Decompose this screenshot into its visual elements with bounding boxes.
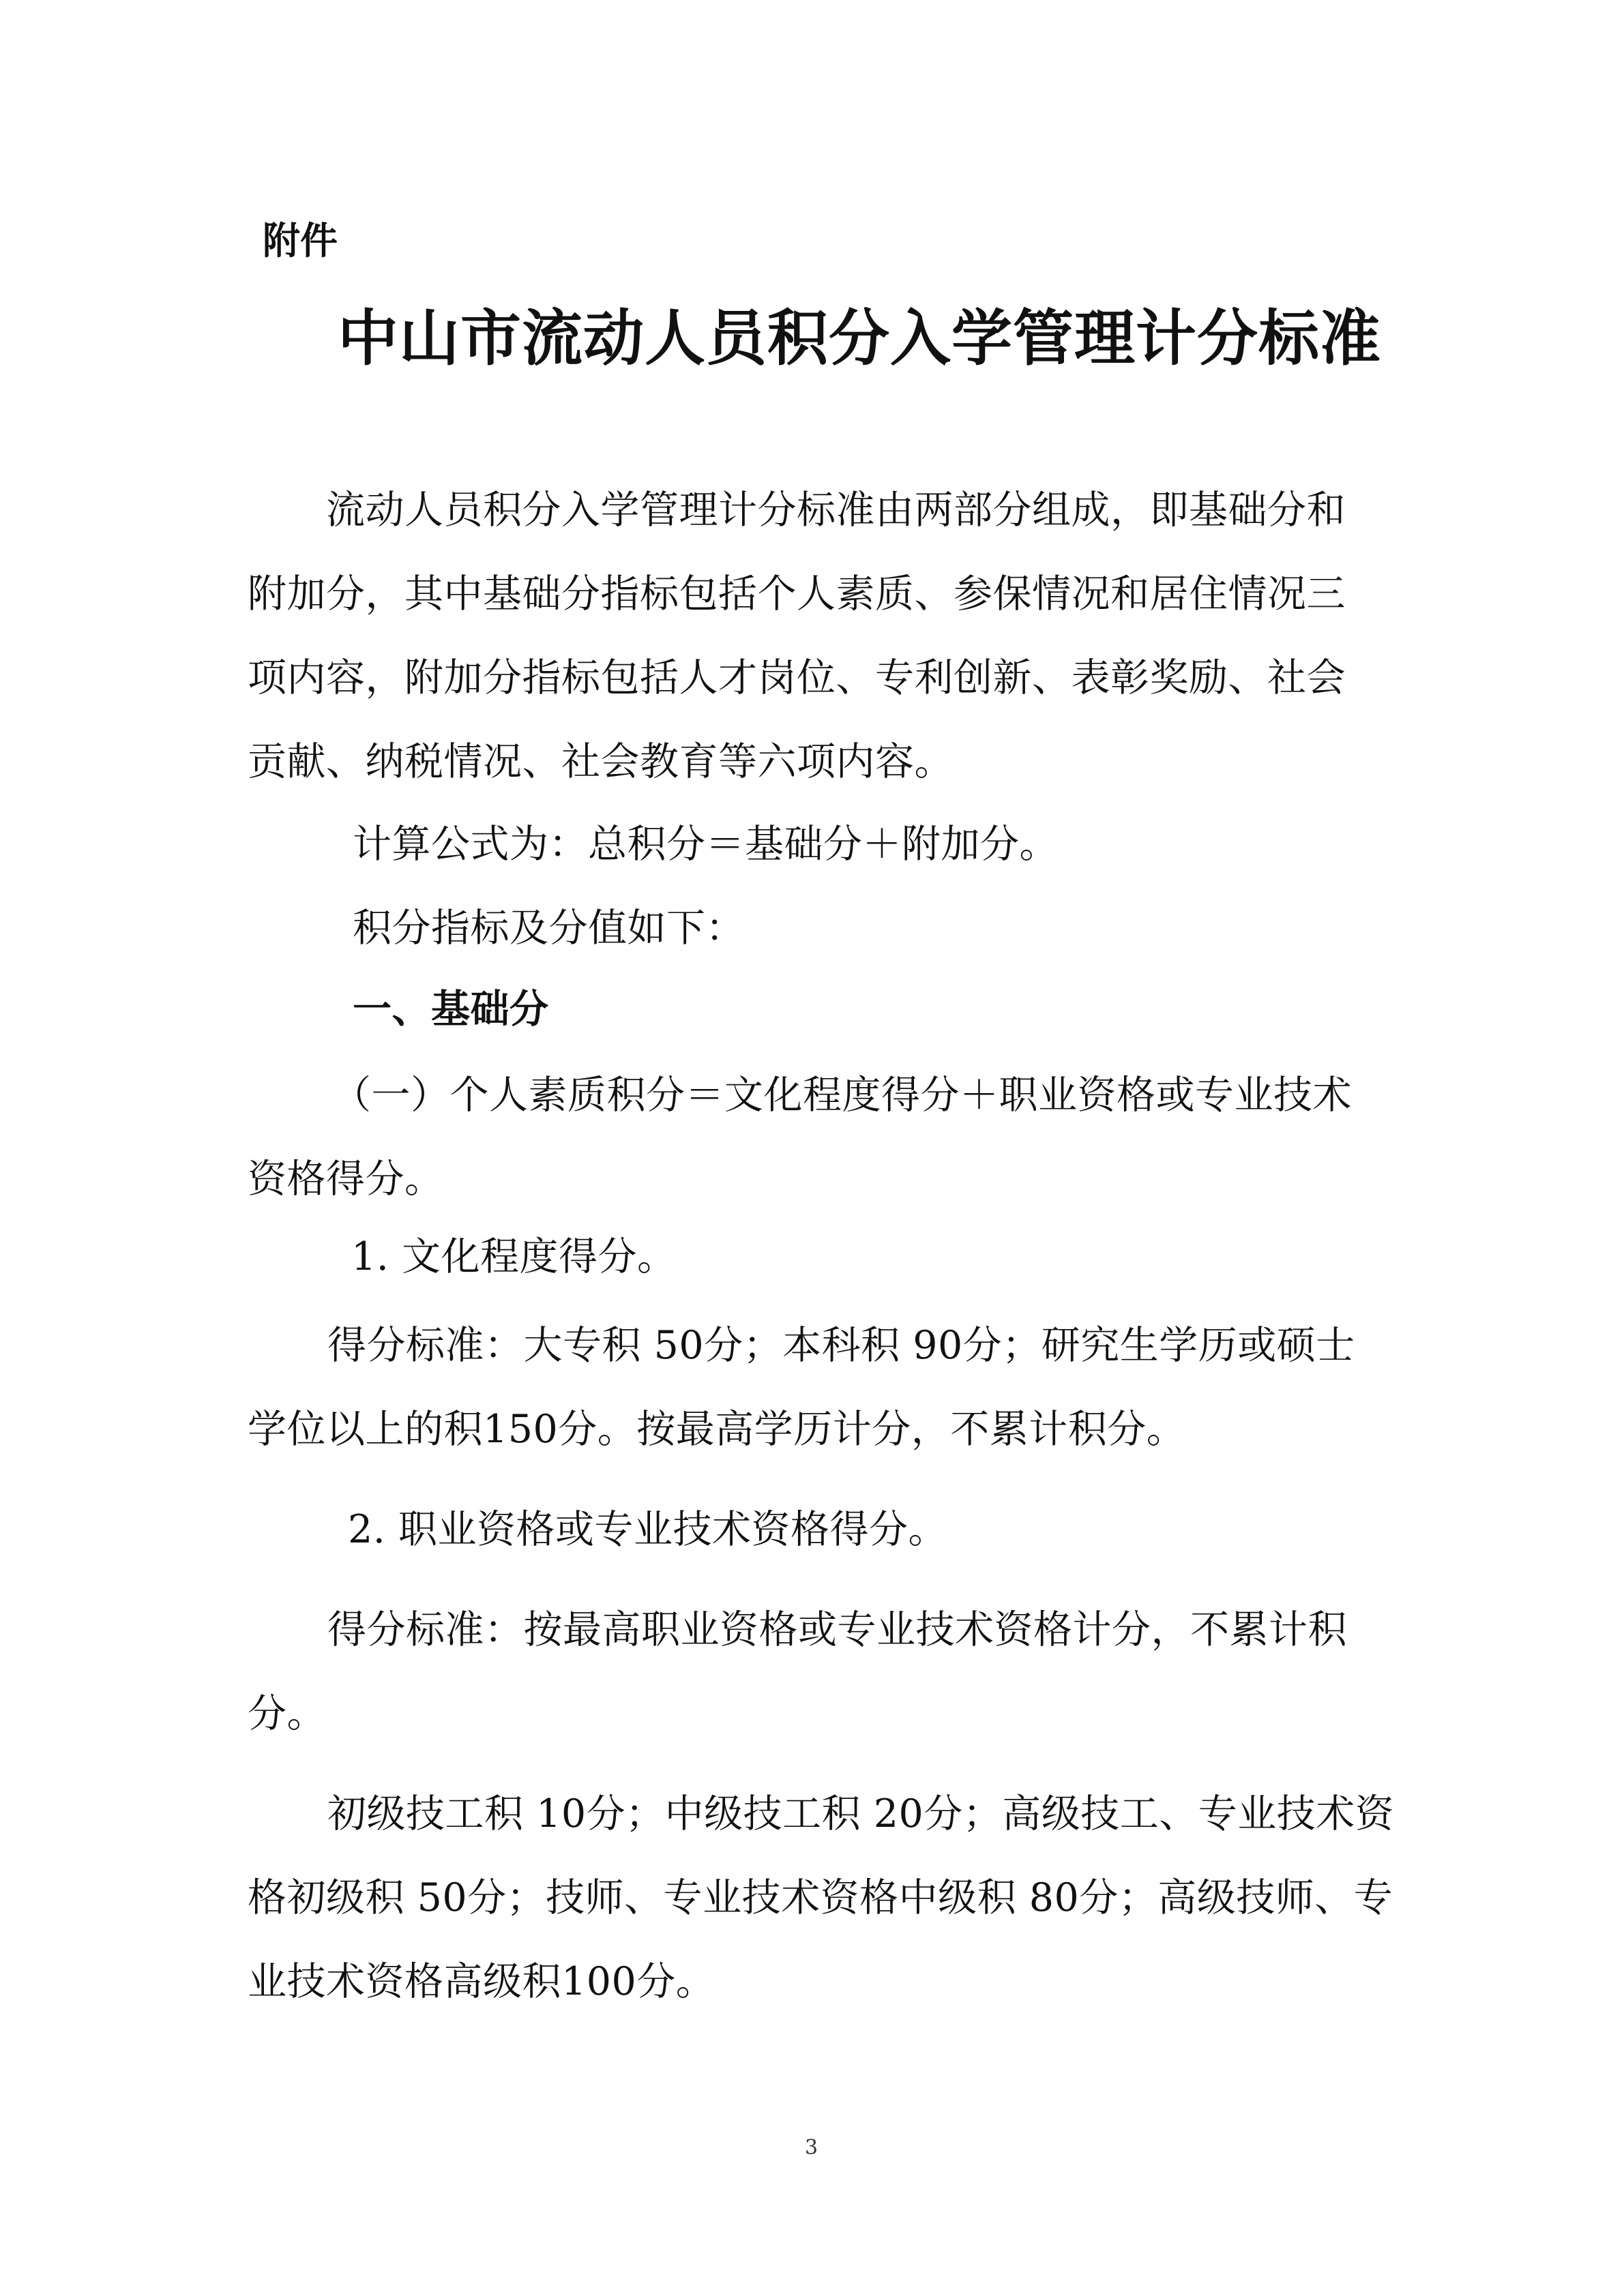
indicators-intro: 积分指标及分值如下： xyxy=(353,906,745,951)
page-number: 3 xyxy=(805,2136,818,2160)
intro-line-3: 项内容，附加分指标包括人才岗位、专利创新、表彰奖励、社会 xyxy=(248,655,1346,700)
item-2-line-2: 分。 xyxy=(248,1691,326,1736)
item-2-title: 2. 职业资格或专业技术资格得分。 xyxy=(348,1507,948,1552)
intro-line-2: 附加分，其中基础分指标包括个人素质、参保情况和居住情况三 xyxy=(248,571,1346,616)
item-2-line-1: 得分标准：按最高职业资格或专业技术资格计分，不累计积 xyxy=(327,1607,1347,1652)
sub-one-line-2: 资格得分。 xyxy=(248,1157,444,1202)
levels-line-1: 初级技工积 10分；中级技工积 20分；高级技工、专业技术资 xyxy=(327,1791,1395,1836)
sub-one-line-1: （一）个人素质积分＝文化程度得分＋职业资格或专业技术 xyxy=(332,1073,1352,1118)
attachment-label: 附件 xyxy=(263,219,338,263)
item-1-title: 1. 文化程度得分。 xyxy=(351,1234,677,1279)
formula-text: 计算公式为：总积分＝基础分＋附加分。 xyxy=(353,822,1059,867)
document-title: 中山市流动人员积分入学管理计分标准 xyxy=(338,303,1381,374)
section-one-heading: 一、基础分 xyxy=(353,987,549,1032)
intro-line-4: 贡献、纳税情况、社会教育等六项内容。 xyxy=(248,739,954,784)
item-1-line-2: 学位以上的积150分。按最高学历计分，不累计积分。 xyxy=(248,1407,1186,1452)
levels-line-2: 格初级积 50分；技师、专业技术资格中级积 80分；高级技师、专 xyxy=(248,1875,1393,1920)
levels-line-3: 业技术资格高级积100分。 xyxy=(248,1959,715,2004)
intro-line-1: 流动人员积分入学管理计分标准由两部分组成，即基础分和 xyxy=(326,488,1346,533)
item-1-line-1: 得分标准：大专积 50分；本科积 90分；研究生学历或硕士 xyxy=(327,1323,1355,1368)
